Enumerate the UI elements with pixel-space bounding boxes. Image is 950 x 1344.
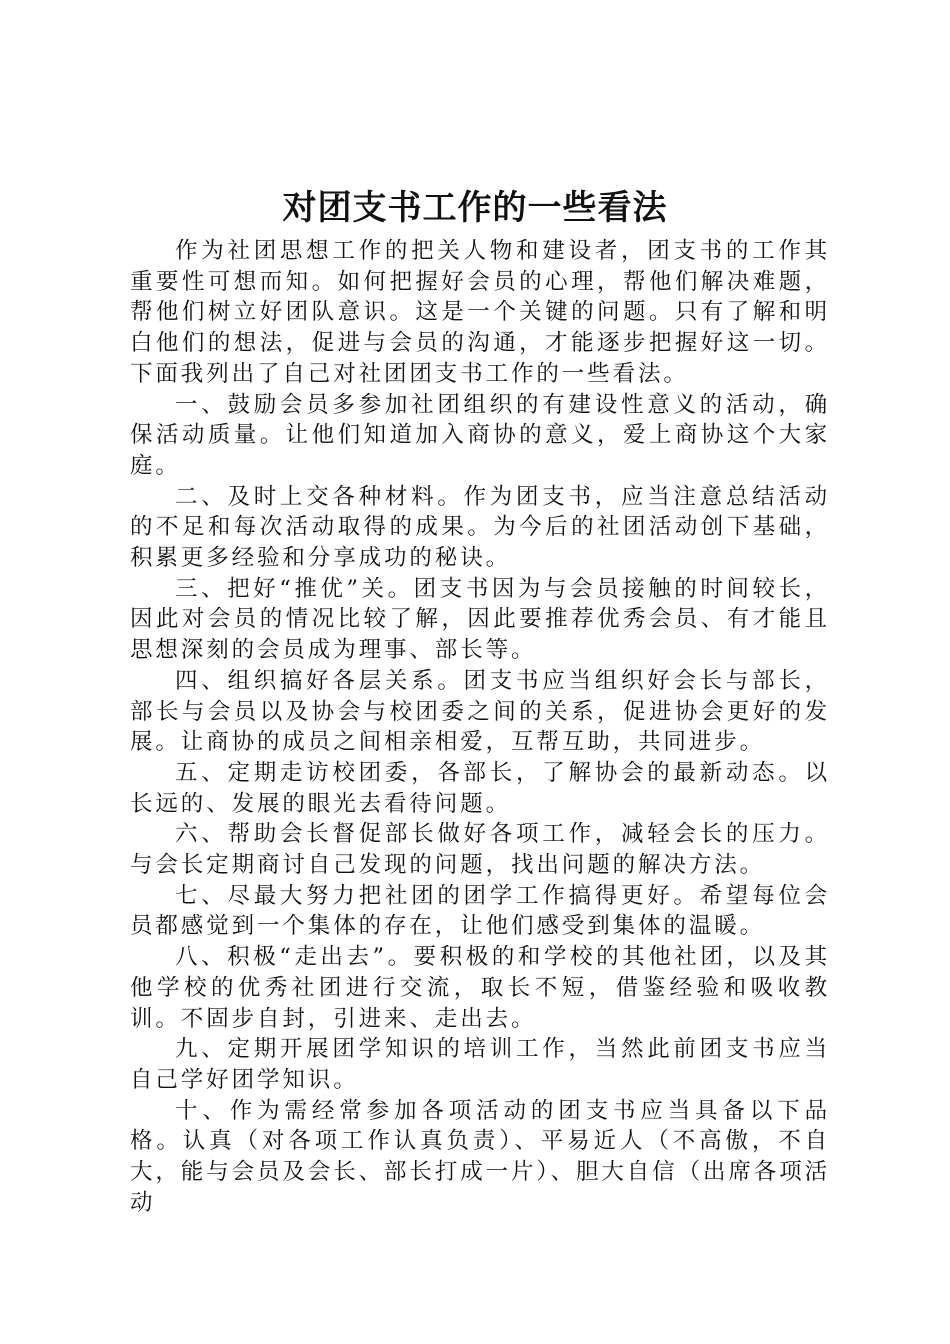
paragraph-item-4: 四、组织搞好各层关系。团支书应当组织好会长与部长，部长与会员以及协会与校团委之间的关系，促进协会更好的发展。让商协的成员之间相亲相爱，互帮互助，共同进步。 — [130, 667, 830, 756]
paragraph-item-5: 五、定期走访校团委，各部长，了解协会的最新动态。以长远的、发展的眼光去看待问题。 — [130, 759, 830, 817]
paragraph-item-3: 三、把好“推优”关。团支书因为与会员接触的时间较长，因此对会员的情况比较了解，因此要推荐优秀会员、有才能且思想深刻的会员成为理事、部长等。 — [130, 575, 830, 664]
paragraph-item-2: 二、及时上交各种材料。作为团支书，应当注意总结活动的不足和每次活动取得的成果。为今后的社团活动创下基础，积累更多经验和分享成功的秘诀。 — [130, 483, 830, 572]
paragraph-item-8: 八、积极“走出去”。要积极的和学校的其他社团，以及其他学校的优秀社团进行交流，取长不短，借鉴经验和吸收教训。不固步自封，引进来、走出去。 — [130, 944, 830, 1032]
document-title: 对团支书工作的一些看法 — [282, 188, 668, 228]
paragraph-intro: 作为社团思想工作的把关人物和建设者，团支书的工作其重要性可想而知。如何把握好会员的心理，帮他们解决难题，帮他们树立好团队意识。这是一个关键的问题。只有了解和明白他们的想法，促进与会员的沟通，才能逐步把握好这一切。下面我列出了自己对社团团支书工作的一些看法。 — [130, 238, 830, 387]
paragraph-item-1: 一、鼓励会员多参加社团组织的有建设性意义的活动，确保活动质量。让他们知道加入商协的意义，爱上商协这个大家庭。 — [130, 391, 830, 479]
document-body — [130, 236, 830, 1219]
paragraph-item-10: 十、作为需经常参加各项活动的团支书应当具备以下品格。认真（对各项工作认真负责）、平易近人（不高傲，不自大，能与会员及会长、部长打成一片）、胆大自信（出席各项活动 — [130, 1097, 830, 1216]
paragraph-item-7: 七、尽最大努力把社团的团学工作搞得更好。希望每位会员都感觉到一个集体的存在，让他们感受到集体的温暖。 — [130, 882, 830, 940]
paragraph-item-6: 六、帮助会长督促部长做好各项工作，减轻会长的压力。与会长定期商讨自己发现的问题，找出问题的解决方法。 — [130, 821, 830, 879]
paragraph-item-9: 九、定期开展团学知识的培训工作，当然此前团支书应当自己学好团学知识。 — [130, 1036, 830, 1093]
